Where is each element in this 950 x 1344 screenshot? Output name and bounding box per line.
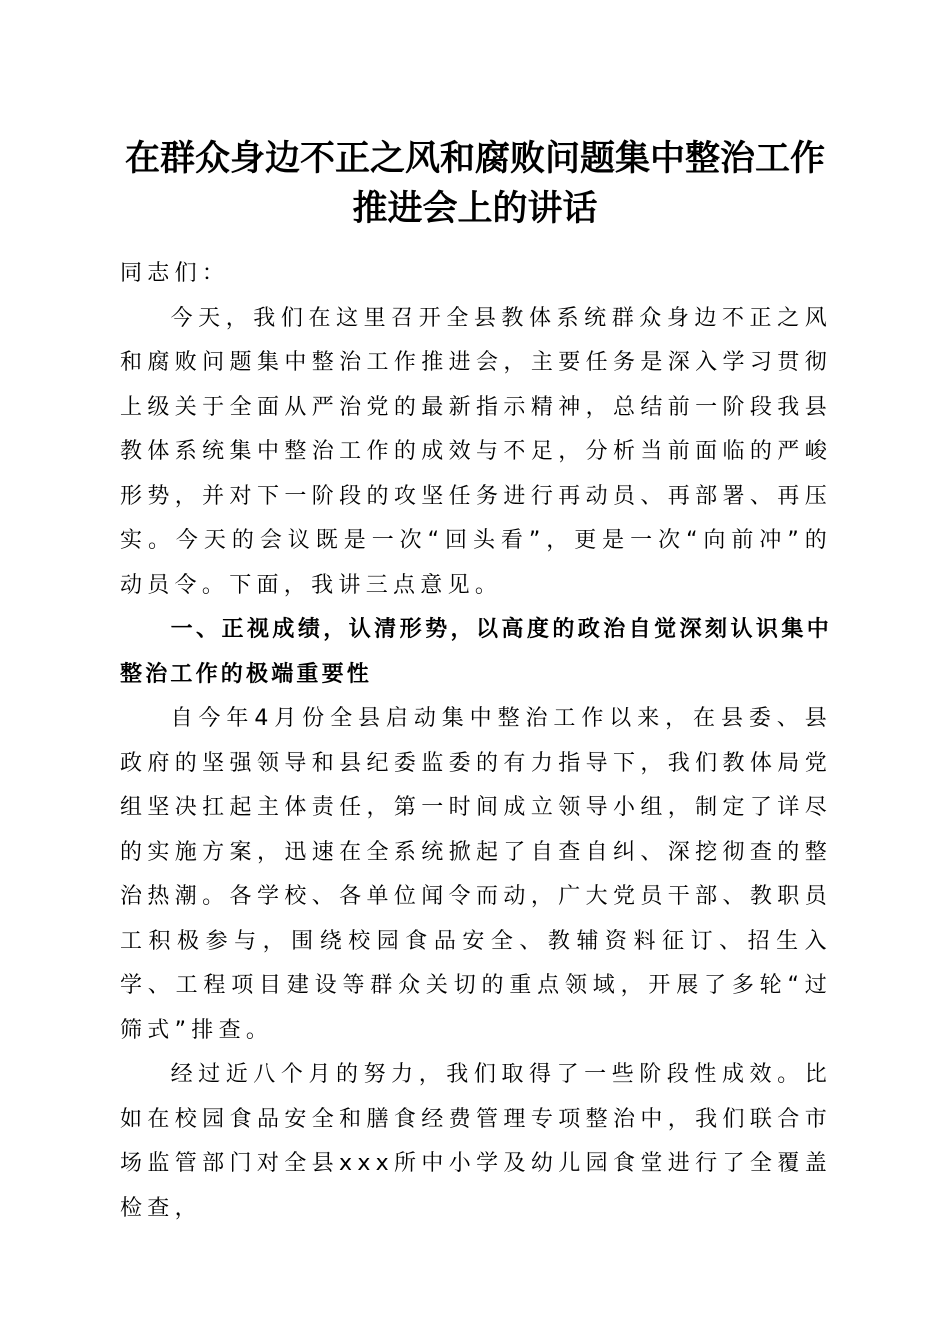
document-body [120, 252, 832, 1231]
section-heading: 一、正视成绩，认清形势，以高度的政治自觉深刻认识集中整治工作的极端重要性 [120, 617, 832, 687]
intro-paragraph: 今天，我们在这里召开全县教体系统群众身边不正之风和腐败问题集中整治工作推进会，主要任务是深入学习贯彻上级关于全面从严治党的最新指示精神，总结前一阶段我县教体系统集中整治工作的成效与不足，分析当前面临的严峻形势，并对下一阶段的攻坚任务进行再动员、再部署、再压实。今天的会议既是一次“回头看”，更是一次“向前冲”的动员令。下面，我讲三点意见。 [120, 305, 832, 598]
salutation: 同志们： [120, 261, 230, 286]
title-line-2: 推进会上的讲话 [352, 188, 598, 229]
section-paragraph-1: 自今年4月份全县启动集中整治工作以来，在县委、县政府的坚强领导和县纪委监委的有力指导下，我们教体局党组坚决扛起主体责任，第一时间成立领导小组，制定了详尽的实施方案，迅速在全系统掀起了自查自纠、深挖彻查的整治热潮。各学校、各单位闻令而动，广大党员干部、教职员工积极参与，围绕校园食品安全、教辅资料征订、招生入学、工程项目建设等群众关切的重点领域，开展了多轮“过筛式”排查。 [120, 706, 832, 1043]
section-paragraph-2: 经过近八个月的努力，我们取得了一些阶段性成效。比如在校园食品安全和膳食经费管理专项整治中，我们联合市场监管部门对全县xxx所中小学及幼儿园食堂进行了全覆盖检查， [120, 1062, 832, 1221]
title-line-1: 在群众身边不正之风和腐败问题集中整治工作 [124, 138, 825, 179]
document-title [0, 134, 950, 234]
